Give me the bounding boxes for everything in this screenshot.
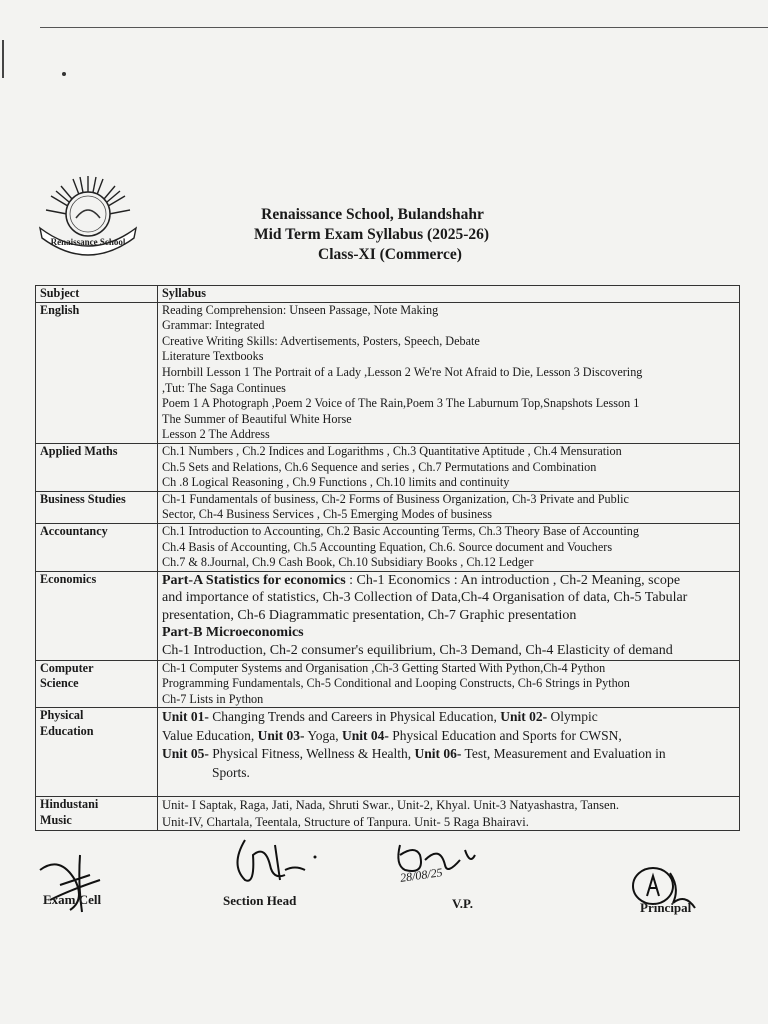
syllabus-cell: Ch-1 Computer Systems and Organisation ,Ch-3 Getting Started With Python,Ch-4 Python Programming Fundamentals, Ch-5 Conditional and Looping Constructs, Ch-6 Strings in Python Ch-7 Lists in Python [158,660,740,708]
syllabus-cell: Reading Comprehension: Unseen Passage, Note Making Grammar: Integrated Creative Writing Skills: Advertisements, Posters, Speech, Debate Literature Textbooks Hornbill Lesson 1 The Portrait of a Lady ,Lesson 2 We're Not Afraid to Die, Lesson 3 Discovering ,Tut: The Saga Continues Poem 1 A Photograph ,Poem 2 Voice of The Rain,Poem 3 The Laburnum Top,Snapshots Lesson 1 The Summer of Beautiful White Horse Lesson 2 The Address [158,302,740,443]
subject-cell: Business Studies [36,491,158,523]
exam-cell-label: Exam Cell [43,892,102,907]
scan-edge-left [2,40,4,78]
logo-text: Renaissance School [50,237,126,247]
syllabus-cell: Part-A Statistics for economics : Ch-1 Economics : An introduction , Ch-2 Meaning, scope and importance of statistics, Ch-3 Collection of Data,Ch-4 Organisation of data, Ch-5 Tabular presentation, Ch-6 Diagrammatic presentation, Ch-7 Graphic presentation Part-B Microeconomics Ch-1 Introduction, Ch-2 consumer's equilibrium, Ch-3 Demand, Ch-4 Elasticity of demand [158,571,740,660]
table-row [36,708,740,797]
header-subject: Subject [36,286,158,303]
syllabus-cell: Ch.1 Numbers , Ch.2 Indices and Logarithms , Ch.3 Quantitative Aptitude , Ch.4 Mensuration Ch.5 Sets and Relations, Ch.6 Sequence and series , Ch.7 Permutations and Combination Ch .8 Logical Reasoning , Ch.9 Functions , Ch.10 limits and continuity [158,443,740,491]
document-header [190,205,570,265]
exam-title: Mid Term Exam Syllabus (2025-26) [253,226,490,243]
header-syllabus: Syllabus [158,286,740,303]
subject-cell: Computer Science [36,660,158,708]
table-row [36,491,740,523]
table-row [36,797,740,831]
table-row [36,660,740,708]
exam-cell-signature [30,850,120,920]
subject-cell: Hindustani Music [36,797,158,831]
table-row [36,571,740,660]
scan-speck [62,72,66,76]
principal-label: Principal [640,900,692,915]
vp-date: 28/08/25 [399,865,444,885]
subject-cell: Physical Education [36,708,158,797]
section-head-label: Section Head [223,893,297,908]
school-logo [30,172,146,264]
scan-edge-top [40,27,768,28]
table-row [36,523,740,571]
school-name: Renaissance School, Bulandshahr [261,206,484,223]
syllabus-cell: Unit 01- Changing Trends and Careers in Physical Education, Unit 02- Olympic Value Education, Unit 03- Yoga, Unit 04- Physical Education and Sports for CWSN, Unit 05- Physical Fitness, Wellness & Health, Unit 06- Test, Measurement and Evaluation in Sports. [158,708,740,797]
syllabus-table [35,285,740,831]
subject-cell: English [36,302,158,443]
table-row [36,443,740,491]
signature-area [0,840,768,930]
syllabus-cell: Ch-1 Fundamentals of business, Ch-2 Forms of Business Organization, Ch-3 Private and Public Sector, Ch-4 Business Services , Ch-5 Emerging Modes of business [158,491,740,523]
class-title: Class-XI (Commerce) [318,246,462,263]
table-header-row [36,286,740,303]
subject-cell: Economics [36,571,158,660]
subject-cell: Applied Maths [36,443,158,491]
table-row [36,302,740,443]
vp-label: V.P. [452,896,473,911]
section-head-signature [225,835,325,895]
subject-cell: Accountancy [36,523,158,571]
syllabus-cell: Ch.1 Introduction to Accounting, Ch.2 Basic Accounting Terms, Ch.3 Theory Base of Accounting Ch.4 Basis of Accounting, Ch.5 Accounting Equation, Ch.6. Source document and Vouchers Ch.7 & 8.Journal, Ch.9 Cash Book, Ch.10 Subsidiary Books , Ch.12 Ledger [158,523,740,571]
syllabus-cell: Unit- I Saptak, Raga, Jati, Nada, Shruti Swar., Unit-2, Khyal. Unit-3 Natyashastra, Tansen. Unit-IV, Chartala, Teentala, Structure of Tanpura. Unit- 5 Raga Bhairavi. [158,797,740,831]
